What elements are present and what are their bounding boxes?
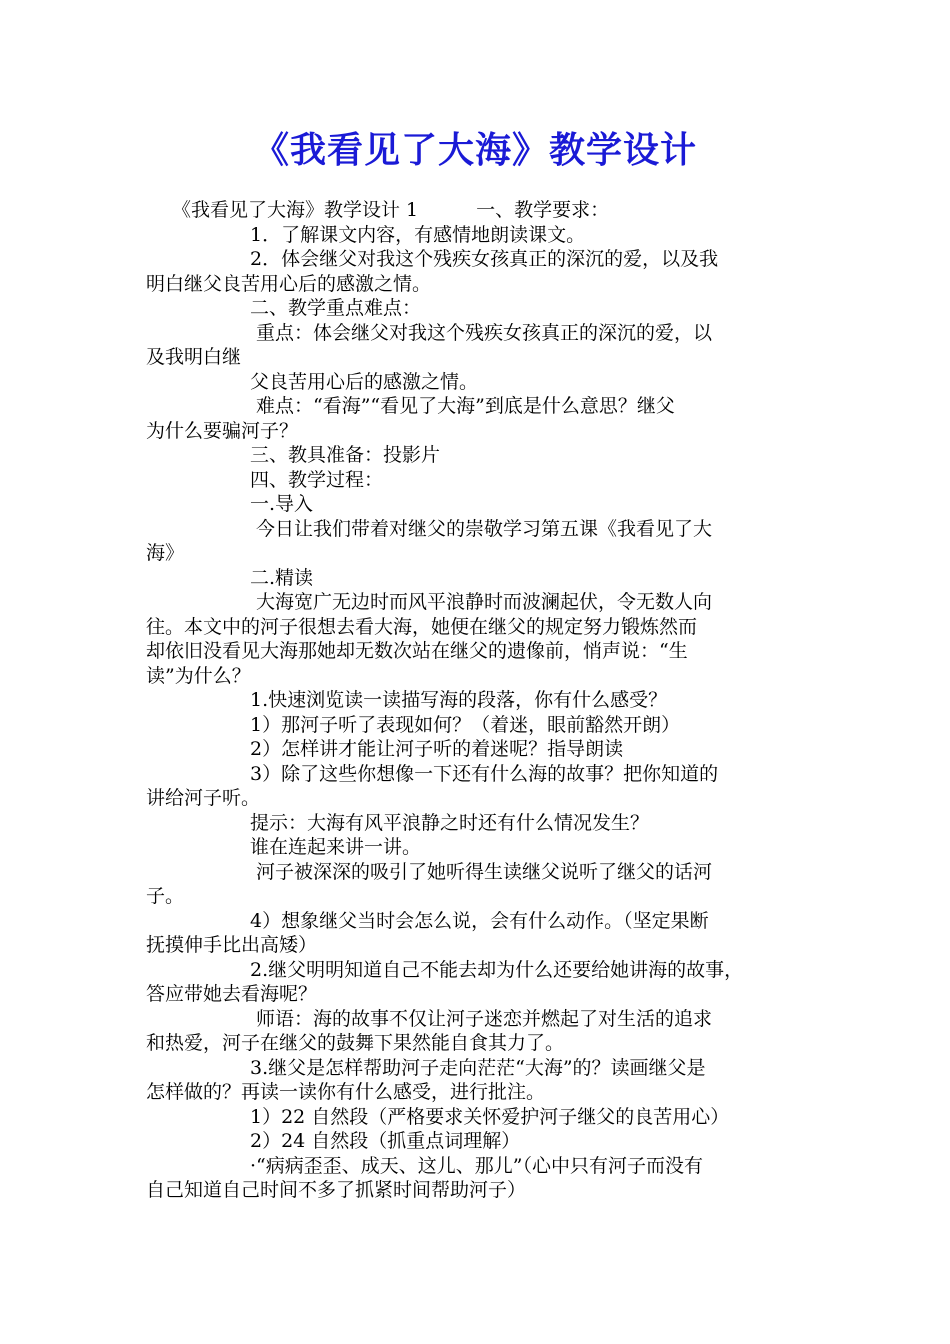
paragraph-line: 2．体会继父对我这个残疾女孩真正的深沉的爱，以及我 [250, 248, 719, 270]
paragraph-line: 大海宽广无边时而风平浪静时而波澜起伏，令无数人向 [256, 591, 713, 613]
paragraph-line: 和热爱，河子在继父的鼓舞下果然能自食其力了。 [146, 1032, 565, 1054]
paragraph-line: 师语：海的故事不仅让河子迷恋并燃起了对生活的追求 [256, 1007, 713, 1030]
paragraph-line: 往。本文中的河子很想去看大海，她便在继父的规定努力锻炼然而 [146, 615, 698, 638]
paragraph-line: 重点：体会继父对我这个残疾女孩真正的深沉的爱，以 [256, 321, 713, 344]
line-text: 《我看见了大海》教学设计 1 [172, 199, 419, 221]
paragraph-line: 自己知道自己时间不多了抓紧时间帮助河子） [146, 1179, 527, 1201]
paragraph-line: 答应带她去看海呢？ [146, 983, 318, 1005]
paragraph-line: 1．了解课文内容，有感情地朗读课文。 [250, 223, 586, 246]
paragraph-line: 四、教学过程： [250, 468, 384, 491]
paragraph-line: 3）除了这些你想像一下还有什么海的故事？把你知道的 [250, 762, 719, 785]
paragraph-line: 提示：大海有风平浪静之时还有什么情况发生？ [250, 811, 650, 834]
paragraph-line: 二、教学重点难点： [250, 297, 422, 319]
document-title: 《我看见了大海》教学设计 [252, 130, 697, 171]
paragraph-line: 二.精读 [250, 566, 314, 589]
paragraph-line: 三、教具准备：投影片 [250, 444, 441, 466]
document-body [146, 198, 808, 1203]
paragraph-line: 难点：“看海”“看见了大海”到底是什么意思？继父 [256, 395, 675, 417]
paragraph-line: 为什么要骗河子？ [146, 419, 299, 442]
paragraph-line: 却依旧没看见大海那她却无数次站在继父的遗像前，悄声说：“生 [146, 640, 688, 662]
paragraph-line: 今日让我们带着对继父的崇敬学习第五课《我看见了大 [256, 517, 713, 540]
line-text: 一、教学要求： [476, 199, 610, 221]
paragraph-line: 一.导入 [250, 493, 314, 515]
paragraph-line: 怎样做的？再读一读你有什么感受，进行批注。 [146, 1081, 546, 1103]
paragraph-line [146, 198, 808, 223]
paragraph-line: 海》 [146, 542, 185, 564]
paragraph-line: 抚摸伸手比出高矮） [146, 934, 318, 956]
paragraph-line: 1）那河子听了表现如何？（着迷，眼前豁然开朗） [250, 713, 681, 736]
paragraph-line: 4）想象继父当时会怎么说，会有什么动作。（坚定果断 [250, 909, 709, 932]
paragraph-line: 谁在连起来讲一讲。 [250, 836, 422, 858]
paragraph-line: 2.继父明明知道自己不能去却为什么还要给她讲海的故事， [250, 958, 744, 981]
paragraph-line: 讲给河子听。 [146, 787, 261, 809]
paragraph-line: 读”为什么？ [146, 664, 251, 687]
paragraph-line: 1.快速浏览读一读描写海的段落，你有什么感受？ [250, 689, 668, 711]
paragraph-line: 子。 [146, 885, 185, 907]
paragraph-line: 及我明白继 [146, 346, 242, 368]
paragraph-line: 父良苦用心后的感激之情。 [250, 370, 479, 393]
paragraph-line: 河子被深深的吸引了她听得生读继父说听了继父的话河 [256, 860, 713, 883]
paragraph-line: 3.继父是怎样帮助河子走向茫茫“大海”的？读画继父是 [250, 1056, 706, 1079]
paragraph-line: 1）22 自然段（严格要求关怀爱护河子继父的良苦用心） [250, 1105, 730, 1128]
paragraph-line: 2）怎样讲才能让河子听的着迷呢？指导朗读 [250, 738, 624, 760]
paragraph-line: 明白继父良苦用心后的感激之情。 [146, 272, 432, 295]
paragraph-line: ·“病病歪歪、成天、这儿、那儿”（心中只有河子而没有 [250, 1154, 703, 1177]
paragraph-line: 2）24 自然段（抓重点词理解） [250, 1130, 521, 1152]
